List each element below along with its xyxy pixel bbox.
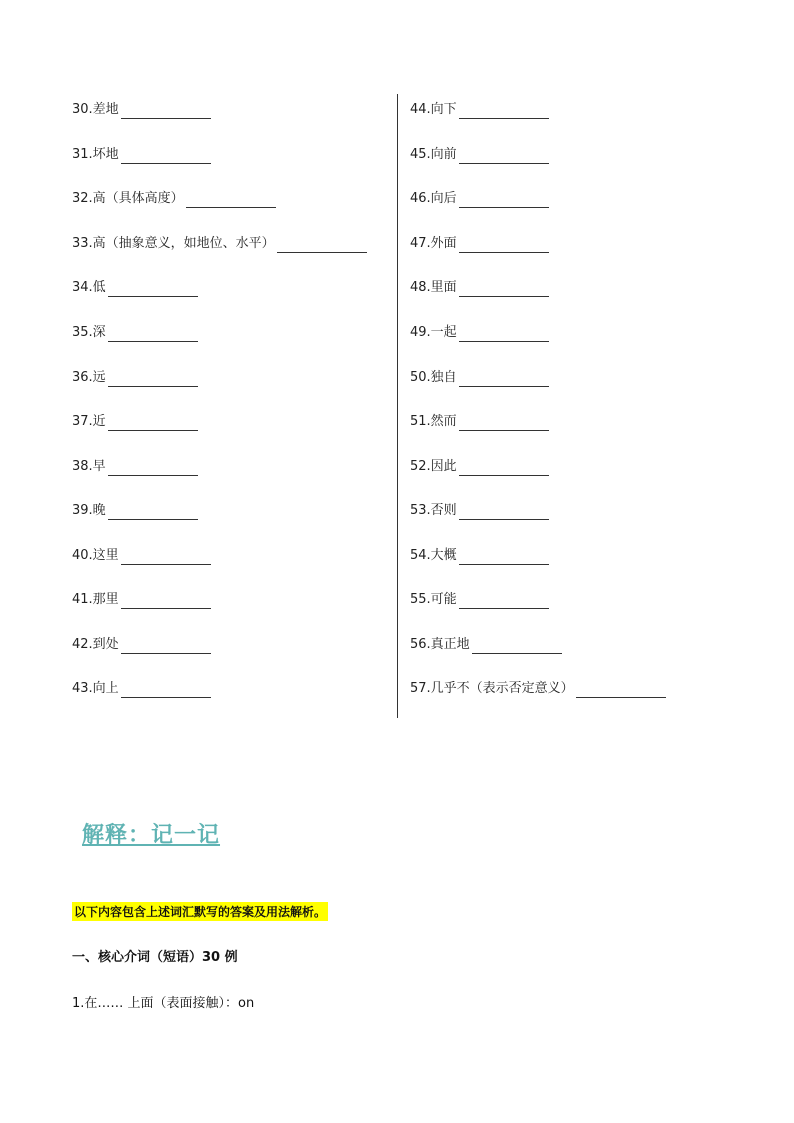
vocab-item bbox=[410, 279, 549, 297]
vocab-item bbox=[72, 324, 198, 342]
vocab-item bbox=[72, 547, 211, 565]
vocab-item bbox=[72, 636, 211, 654]
answer-blank[interactable] bbox=[108, 374, 198, 387]
vocab-label: 32.高（具体高度） bbox=[72, 191, 184, 206]
vocab-label: 38.早 bbox=[72, 459, 106, 474]
vocab-item bbox=[410, 458, 549, 476]
answer-blank[interactable] bbox=[121, 685, 211, 698]
answer-blank[interactable] bbox=[108, 418, 198, 431]
section-heading: 一、核心介词（短语）30 例 bbox=[72, 950, 238, 965]
answer-blank[interactable] bbox=[108, 463, 198, 476]
vocab-item bbox=[72, 190, 276, 208]
vocab-label: 47.外面 bbox=[410, 236, 457, 251]
vocab-item bbox=[410, 190, 549, 208]
answer-blank[interactable] bbox=[459, 374, 549, 387]
answer-blank[interactable] bbox=[459, 284, 549, 297]
vocab-label: 55.可能 bbox=[410, 592, 457, 607]
vocab-label: 42.到处 bbox=[72, 637, 119, 652]
answer-blank[interactable] bbox=[121, 596, 211, 609]
answer-blank[interactable] bbox=[576, 685, 666, 698]
answer-blank[interactable] bbox=[121, 641, 211, 654]
vocab-label: 41.那里 bbox=[72, 592, 119, 607]
vocab-label: 31.坏地 bbox=[72, 147, 119, 162]
highlight-note: 以下内容包含上述词汇默写的答案及用法解析。 bbox=[72, 902, 328, 921]
answer-blank[interactable] bbox=[121, 151, 211, 164]
vocab-item bbox=[410, 235, 549, 253]
vocab-label: 57.几乎不（表示否定意义） bbox=[410, 681, 574, 696]
vocab-item bbox=[72, 591, 211, 609]
vocab-item bbox=[410, 591, 549, 609]
answer-blank[interactable] bbox=[108, 284, 198, 297]
vocab-label: 46.向后 bbox=[410, 191, 457, 206]
vocab-label: 53.否则 bbox=[410, 503, 457, 518]
vocab-label: 45.向前 bbox=[410, 147, 457, 162]
vocab-label: 36.远 bbox=[72, 370, 106, 385]
answer-blank[interactable] bbox=[459, 106, 549, 119]
vocab-label: 33.高（抽象意义，如地位、水平） bbox=[72, 236, 275, 251]
vocab-item bbox=[410, 502, 549, 520]
answer-blank[interactable] bbox=[108, 507, 198, 520]
vocab-item bbox=[72, 680, 211, 698]
vocab-label: 37.近 bbox=[72, 414, 106, 429]
column-divider bbox=[397, 94, 398, 718]
vocab-item bbox=[72, 146, 211, 164]
answer-blank[interactable] bbox=[121, 106, 211, 119]
vocab-item bbox=[72, 279, 198, 297]
vocab-item bbox=[410, 413, 549, 431]
vocab-item bbox=[72, 369, 198, 387]
vocab-item bbox=[72, 101, 211, 119]
vocab-label: 34.低 bbox=[72, 280, 106, 295]
vocab-item bbox=[72, 235, 367, 253]
answer-blank[interactable] bbox=[186, 195, 276, 208]
answer-blank[interactable] bbox=[472, 641, 562, 654]
vocab-item bbox=[72, 458, 198, 476]
vocab-label: 54.大概 bbox=[410, 548, 457, 563]
answer-blank[interactable] bbox=[277, 240, 367, 253]
vocab-label: 48.里面 bbox=[410, 280, 457, 295]
vocab-item bbox=[72, 502, 198, 520]
vocab-item bbox=[410, 324, 549, 342]
vocab-label: 52.因此 bbox=[410, 459, 457, 474]
vocab-label: 43.向上 bbox=[72, 681, 119, 696]
vocab-label: 56.真正地 bbox=[410, 637, 470, 652]
vocab-label: 39.晚 bbox=[72, 503, 106, 518]
vocab-label: 40.这里 bbox=[72, 548, 119, 563]
answer-blank[interactable] bbox=[459, 151, 549, 164]
vocab-label: 44.向下 bbox=[410, 102, 457, 117]
vocab-label: 30.差地 bbox=[72, 102, 119, 117]
answer-blank[interactable] bbox=[121, 552, 211, 565]
answer-blank[interactable] bbox=[459, 463, 549, 476]
answer-blank[interactable] bbox=[459, 552, 549, 565]
answer-blank[interactable] bbox=[459, 418, 549, 431]
vocab-label: 49.一起 bbox=[410, 325, 457, 340]
vocab-label: 51.然而 bbox=[410, 414, 457, 429]
vocab-item bbox=[410, 369, 549, 387]
vocab-item bbox=[410, 680, 666, 698]
vocab-item bbox=[410, 636, 562, 654]
section-title: 解释：记一记 bbox=[82, 823, 221, 848]
vocab-item bbox=[410, 547, 549, 565]
answer-blank[interactable] bbox=[459, 240, 549, 253]
vocab-item bbox=[410, 101, 549, 119]
vocab-item bbox=[72, 413, 198, 431]
vocab-label: 50.独自 bbox=[410, 370, 457, 385]
answer-blank[interactable] bbox=[459, 195, 549, 208]
first-entry: 1.在…… 上面（表面接触）：on bbox=[72, 996, 255, 1011]
vocab-label: 35.深 bbox=[72, 325, 106, 340]
answer-blank[interactable] bbox=[459, 507, 549, 520]
answer-blank[interactable] bbox=[108, 329, 198, 342]
vocab-item bbox=[410, 146, 549, 164]
answer-blank[interactable] bbox=[459, 596, 549, 609]
answer-blank[interactable] bbox=[459, 329, 549, 342]
